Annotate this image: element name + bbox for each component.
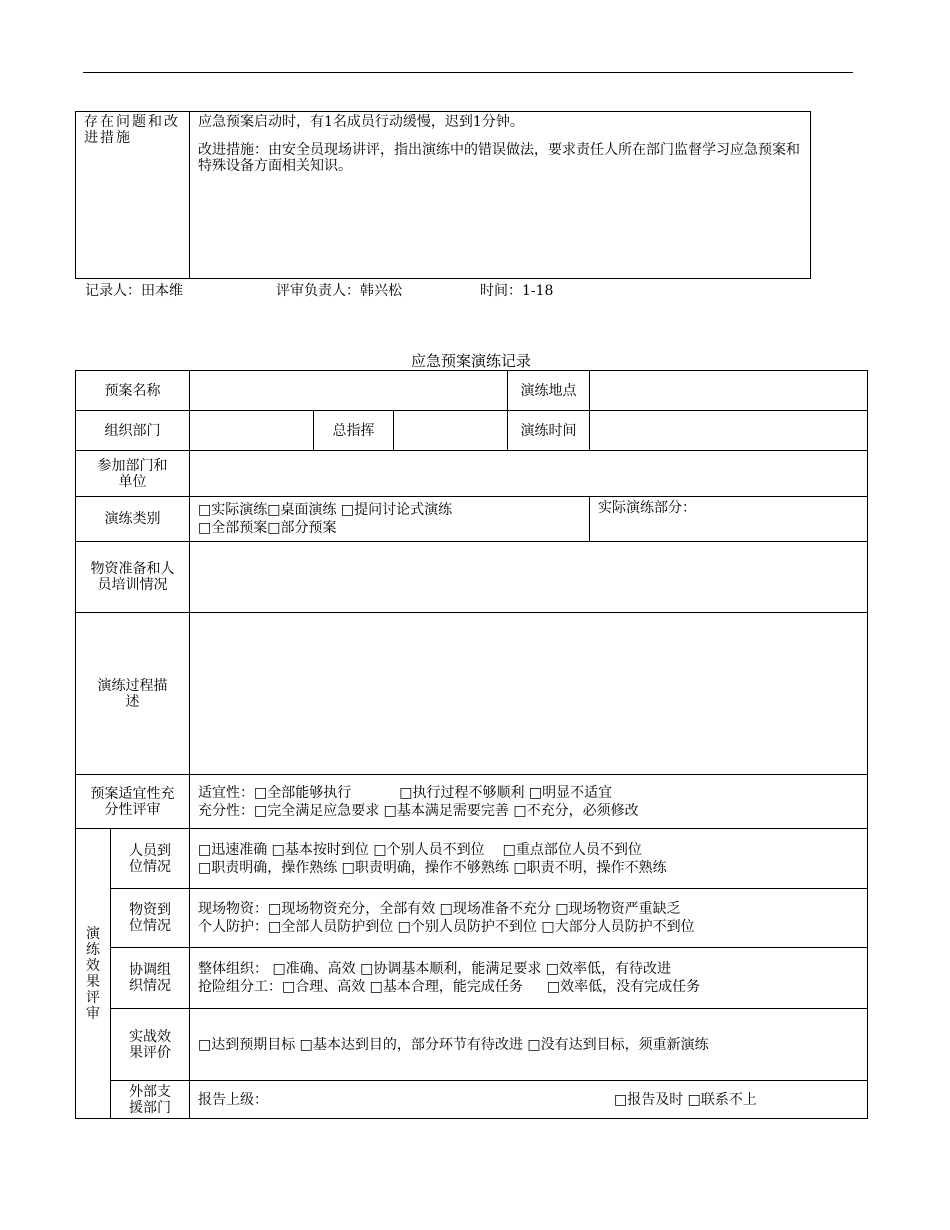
commander-value[interactable] [394, 411, 508, 451]
materials-line-2[interactable]: 个人防护：□全部人员防护到位 □个别人员防护不到位 □大部分人员防护不到位 [198, 919, 695, 935]
org-dept-label: 组织部门 [76, 411, 190, 451]
materials-training-label: 物资准备和人员培训情况 [76, 542, 190, 613]
external-line [198, 1091, 867, 1109]
materials-training-value[interactable] [190, 542, 868, 613]
personnel-line-1[interactable] [198, 841, 867, 859]
issues-content [190, 112, 811, 279]
recorder: 记录人：田本维 [85, 283, 183, 299]
category-options [190, 497, 590, 542]
personnel-line-1b[interactable]: □重点部位人员不到位 [502, 841, 642, 858]
coordination-line-2[interactable] [198, 978, 867, 996]
drill-time-value[interactable] [590, 411, 868, 451]
coordination-label: 协调组织情况 [111, 948, 190, 1009]
category-line-1[interactable]: □实际演练□桌面演练 □提问讨论式演练 [198, 502, 453, 518]
category-line-2[interactable]: □全部预案□部分预案 [198, 520, 337, 536]
personnel-label: 人员到位情况 [111, 829, 190, 889]
participants-label: 参加部门和单位 [76, 451, 190, 497]
plan-name-label: 预案名称 [76, 371, 190, 411]
org-dept-value[interactable] [190, 411, 314, 451]
effect-review-label-cell [76, 829, 111, 1119]
personnel-line-1a[interactable]: □迅速准确 □基本按时到位 □个别人员不到位 [198, 841, 485, 858]
record-time: 时间：1-18 [480, 283, 554, 299]
form-title: 应急预案演练记录 [410, 352, 531, 370]
process-label: 演练过程描述 [76, 613, 190, 775]
location-label: 演练地点 [508, 371, 590, 411]
suitability-label: 预案适宜性充分性评审 [76, 775, 190, 829]
drill-record-table [75, 370, 868, 1119]
recorder-line [85, 280, 785, 298]
suitability-line-1b[interactable]: □执行过程不够顺利 □明显不适宜 [399, 784, 613, 801]
effect-review-label: 演练效果评审 [86, 925, 100, 1022]
coordination-options [190, 948, 868, 1009]
personnel-line-2[interactable]: □职责明确，操作熟练 □职责明确，操作不够熟练 □职责不明，操作不熟练 [198, 859, 667, 876]
category-label: 演练类别 [76, 497, 190, 542]
coordination-line-2a[interactable]: 抢险组分工：□合理、高效 □基本合理，能完成任务 [198, 979, 523, 995]
plan-name-value[interactable] [190, 371, 508, 411]
combat-line[interactable]: □达到预期目标 □基本达到目的，部分环节有待改进 □没有达到目标，须重新演练 [198, 1036, 709, 1053]
suitability-line-1a[interactable]: 适宜性：□全部能够执行 [198, 784, 352, 801]
materials-line-1[interactable]: 现场物资：□现场物资充分，全部有效 □现场准备不充分 □现场物资严重缺乏 [198, 901, 681, 917]
external-support-options [190, 1081, 868, 1119]
location-value[interactable] [590, 371, 868, 411]
issues-measure: 改进措施：由安全员现场讲评，指出演练中的错误做法，要求责任人所在部门监督学习应急预案和特殊设备方面相关知识。 [198, 142, 800, 174]
issues-problem: 应急预案启动时，有1名成员行动缓慢，迟到1分钟。 [198, 114, 524, 130]
combat-options [190, 1009, 868, 1081]
personnel-options [190, 829, 868, 889]
report-options[interactable]: □报告及时 □联系不上 [614, 1091, 757, 1108]
issues-table [75, 111, 811, 279]
materials-in-place-label: 物资到位情况 [111, 889, 190, 948]
materials-in-place-options [190, 889, 868, 948]
participants-value[interactable] [190, 451, 868, 497]
suitability-options [190, 775, 868, 829]
suitability-line-2[interactable]: 充分性：□完全满足应急要求 □基本满足需要完善 □不充分，必须修改 [198, 802, 639, 819]
commander-label: 总指挥 [314, 411, 394, 451]
suitability-line-1[interactable] [198, 784, 867, 802]
drill-time-label: 演练时间 [508, 411, 590, 451]
header-rule [83, 72, 853, 73]
external-support-label: 外部支援部门 [111, 1081, 190, 1119]
reviewer: 评审负责人：韩兴松 [276, 283, 402, 299]
combat-label: 实战效果评价 [111, 1009, 190, 1081]
report-superior-label: 报告上级： [198, 1091, 268, 1108]
process-value[interactable] [190, 613, 868, 775]
actual-part-label: 实际演练部分： [590, 497, 868, 542]
coordination-line-2b[interactable]: □效率低，没有完成任务 [546, 979, 701, 995]
coordination-line-1[interactable]: 整体组织： □准确、高效 □协调基本顺利，能满足要求 □效率低，有待改进 [198, 961, 672, 977]
issues-label: 存在问题和改进措施 [76, 112, 190, 279]
